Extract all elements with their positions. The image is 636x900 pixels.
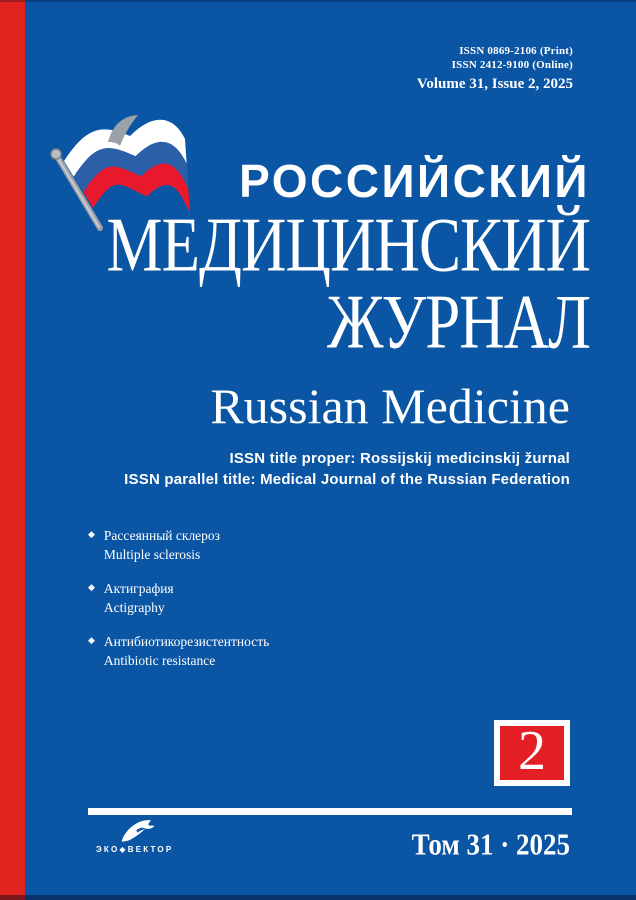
- issue-number-box: [494, 720, 570, 786]
- bottom-edge-shade: [0, 895, 636, 900]
- left-red-stripe: [0, 0, 25, 900]
- issue-number-inner: [500, 720, 564, 782]
- topic-en: Multiple sclerosis: [103, 547, 201, 562]
- topics-list: [88, 526, 269, 685]
- topic-item: [88, 526, 269, 564]
- publisher-logo: [96, 818, 174, 854]
- issn-print: ISSN 0869-2106 (Print): [459, 45, 573, 57]
- diamond-bullet-icon: ◆: [88, 583, 95, 593]
- issn-title-block: [124, 448, 570, 490]
- journal-title-line2: МЕДИЦИНСКИЙ: [106, 202, 590, 288]
- diamond-bullet-icon: ◆: [88, 530, 95, 540]
- diamond-bullet-icon: ◆: [88, 636, 95, 646]
- issn-parallel-title: ISSN parallel title: Medical Journal of the Russian Federation: [124, 471, 570, 488]
- eco-vector-bird-icon: [120, 818, 156, 844]
- top-edge-shade: [0, 0, 636, 2]
- journal-title-line3: ЖУРНАЛ: [327, 279, 590, 365]
- topic-item: [88, 632, 269, 670]
- journal-title-line1: РОССИЙСКИЙ: [239, 155, 590, 207]
- publisher-name: ЭКО◆ВЕКТОР: [96, 845, 174, 854]
- journal-subtitle-english: Russian Medicine: [210, 378, 570, 434]
- issn-title-proper: ISSN title proper: Rossijskij medicinskij žurnal: [229, 450, 570, 467]
- footer-rule: [88, 808, 572, 815]
- topic-en: Actigraphy: [103, 600, 165, 615]
- topic-item: [88, 579, 269, 617]
- topic-ru: Антибиотикорезистентность: [103, 634, 270, 649]
- issn-block: [452, 44, 573, 72]
- topic-ru: Актиграфия: [103, 581, 174, 596]
- issue-number: 2: [518, 720, 546, 782]
- topic-ru: Рассеянный склероз: [103, 528, 221, 543]
- issn-online: ISSN 2412-9100 (Online): [451, 59, 573, 71]
- volume-issue-line: Volume 31, Issue 2, 2025: [416, 76, 573, 92]
- topic-en: Antibiotic resistance: [103, 653, 216, 668]
- volume-year-line: Том 31 · 2025: [411, 826, 570, 862]
